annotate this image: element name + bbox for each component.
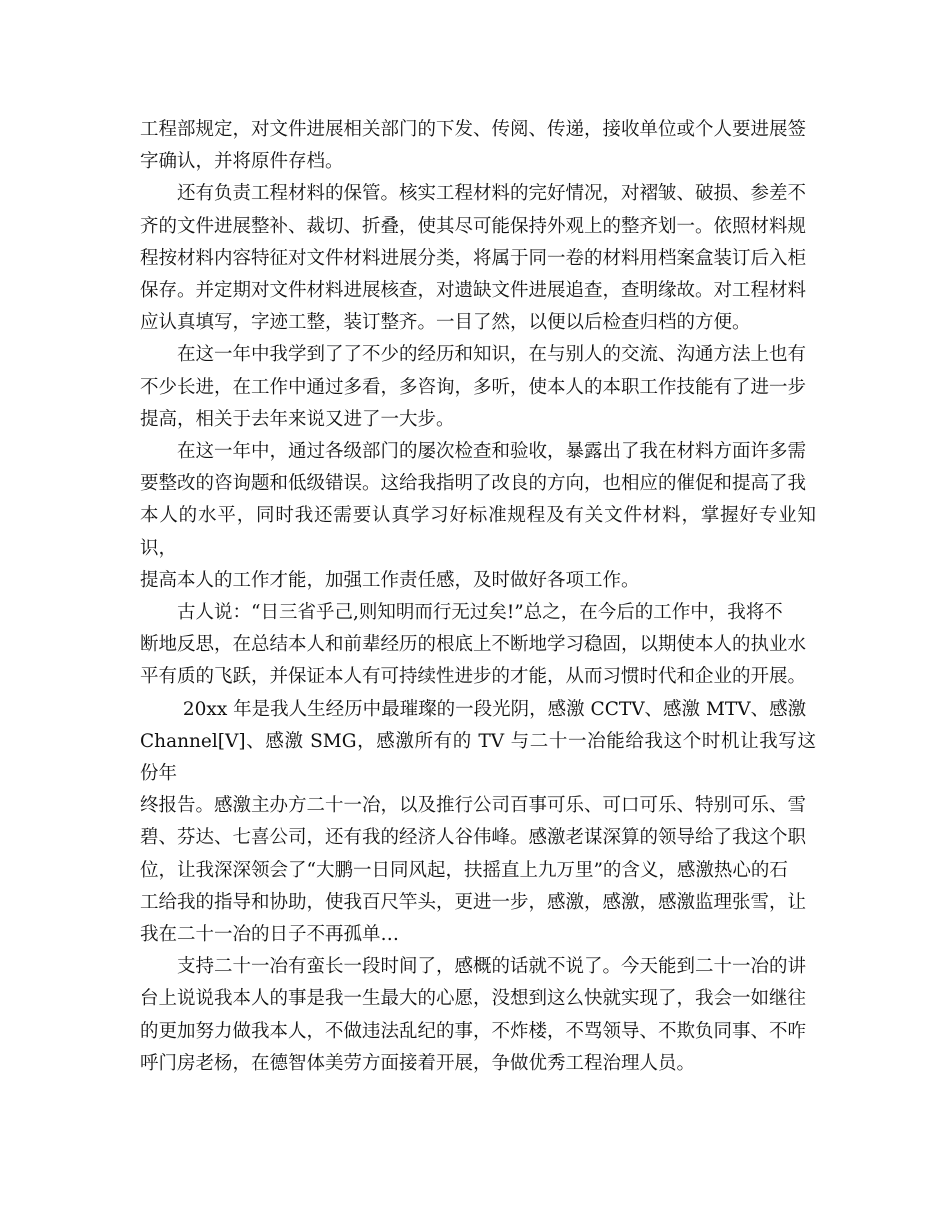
paragraph-7: 支持二十一冶有蛮长一段时间了，感概的话就不说了。今天能到二十一冶的讲 台上说说我本人的事是我一生最大的心愿，没想到这么快就实现了，我会一如继往 的更加努力做我本人，不做违法乱纪的事，不炸楼，不骂领导、不欺负同事、不咋 呼门房老杨，在德智体美劳方面接着开展，争做优秀工程治理人员。 (140, 956, 807, 1074)
document-body (140, 114, 816, 1080)
paragraph-3: 在这一年中我学到了了不少的经历和知识，在与别人的交流、沟通方法上也有 不少长进，在工作中通过多看，多咨询，多听，使本人的本职工作技能有了进一步 提高，相关于去年来说又进了一大步。 (140, 344, 807, 430)
paragraph-2: 还有负责工程材料的保管。核实工程材料的完好情况，对褶皱、破损、参差不 齐的文件进展整补、裁切、折叠，使其尽可能保持外观上的整齐划一。依照材料规 程按材料内容特征对文件材料进展分类，将属于同一卷的材料用档案盒装订后入柜 保存。并定期对文件材料进展核查，对遗缺文件进展追查，查明缘故。对工程材料 应认真填写，字迹工整，装订整齐。一目了然，以便以后检查归档的方便。 (140, 183, 807, 334)
paragraph-4: 在这一年中，通过各级部门的屡次检查和验收，暴露出了我在材料方面许多需 要整改的咨询题和低级错误。这给我指明了改良的方向，也相应的催促和提高了我 本人的水平，同时我还需要认真学习好标准规程及有关文件材料，掌握好专业知识， 提高本人的工作才能，加强工作责任感，及时做好各项工作。 (140, 441, 816, 591)
paragraph-1: 工程部规定，对文件进展相关部门的下发、传阅、传递，接收单位或个人要进展签 字确认，并将原件存档。 (140, 119, 807, 173)
paragraph-5: 古人说：“日三省乎己,则知明而行无过矣!”总之，在今后的工作中，我将不 断地反思，在总结本人和前辈经历的根底上不断地学习稳固，以期使本人的执业水 平有质的飞跃，并保证本人有可持续性进步的才能，从而习惯时代和企业的开展。 (140, 602, 807, 688)
paragraph-6: 20xx 年是我人生经历中最璀璨的一段光阴，感激 CCTV、感激 MTV、感激 Channel[V]、感激 SMG，感激所有的 TV 与二十一冶能给我这个时机让我写这份年 终报告。感激主办方二十一冶，以及推行公司百事可乐、可口可乐、特别可乐、雪 碧、芬达、七喜公司，还有我的经济人谷伟峰。感激老谋深算的领导给了我这个职 位，让我深深领会了“大鹏一日同风起，扶摇直上九万里”的含义，感激热心的石 工给我的指导和协助，使我百尺竿头，更进一步，感激，感激，感激监理张雪，让 我在二十一冶的日子不再孤单… (140, 698, 816, 946)
